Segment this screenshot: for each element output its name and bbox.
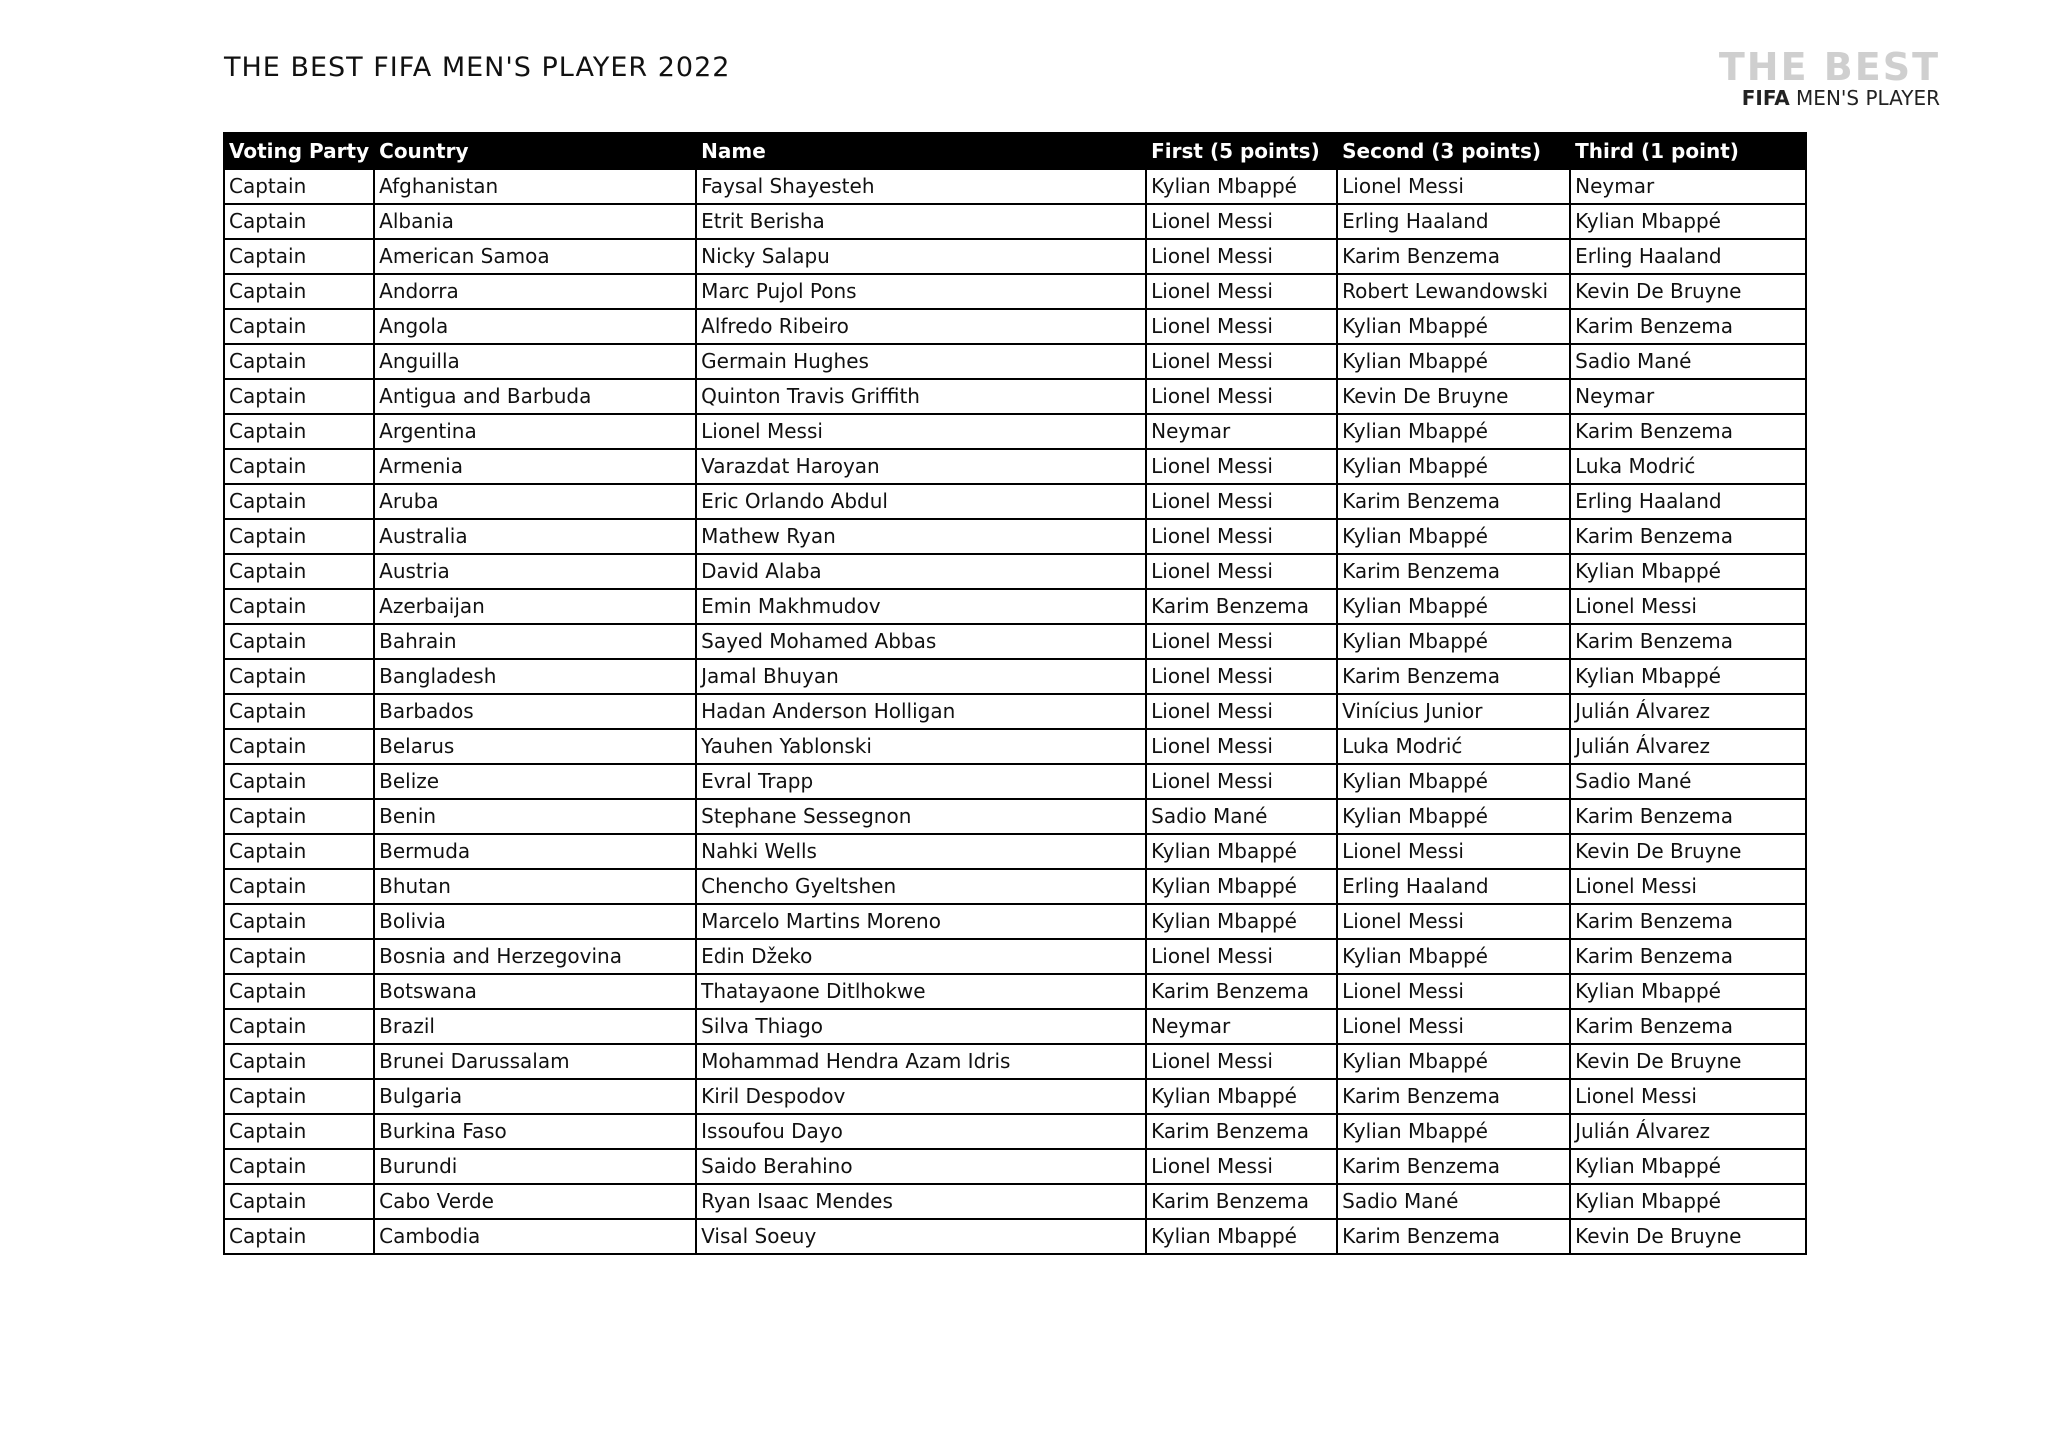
cell-third: Karim Benzema <box>1570 799 1806 834</box>
cell-country: American Samoa <box>374 239 696 274</box>
table-row <box>224 449 1806 484</box>
cell-name: Thatayaone Ditlhokwe <box>696 974 1146 1009</box>
cell-first: Lionel Messi <box>1146 379 1337 414</box>
cell-voting-party: Captain <box>224 309 374 344</box>
cell-first: Lionel Messi <box>1146 344 1337 379</box>
the-best-logo <box>1700 45 1940 112</box>
cell-country: Cambodia <box>374 1219 696 1254</box>
table-row <box>224 904 1806 939</box>
cell-country: Burundi <box>374 1149 696 1184</box>
cell-country: Antigua and Barbuda <box>374 379 696 414</box>
cell-first: Lionel Messi <box>1146 449 1337 484</box>
cell-first: Neymar <box>1146 1009 1337 1044</box>
cell-second: Lionel Messi <box>1337 974 1570 1009</box>
cell-country: Angola <box>374 309 696 344</box>
cell-name: Issoufou Dayo <box>696 1114 1146 1149</box>
cell-name: Mathew Ryan <box>696 519 1146 554</box>
cell-first: Kylian Mbappé <box>1146 1079 1337 1114</box>
cell-name: Hadan Anderson Holligan <box>696 694 1146 729</box>
cell-second: Lionel Messi <box>1337 834 1570 869</box>
cell-voting-party: Captain <box>224 204 374 239</box>
cell-second: Sadio Mané <box>1337 1184 1570 1219</box>
cell-third: Karim Benzema <box>1570 904 1806 939</box>
cell-third: Julián Álvarez <box>1570 694 1806 729</box>
cell-country: Albania <box>374 204 696 239</box>
cell-first: Sadio Mané <box>1146 799 1337 834</box>
table-row <box>224 414 1806 449</box>
table-row <box>224 1114 1806 1149</box>
cell-country: Cabo Verde <box>374 1184 696 1219</box>
cell-country: Belarus <box>374 729 696 764</box>
cell-voting-party: Captain <box>224 379 374 414</box>
cell-country: Brunei Darussalam <box>374 1044 696 1079</box>
cell-voting-party: Captain <box>224 589 374 624</box>
table-body <box>224 169 1806 1254</box>
cell-first: Lionel Messi <box>1146 764 1337 799</box>
table-row <box>224 554 1806 589</box>
cell-second: Kylian Mbappé <box>1337 1044 1570 1079</box>
cell-second: Kylian Mbappé <box>1337 939 1570 974</box>
cell-country: Argentina <box>374 414 696 449</box>
column-header-first: First (5 points) <box>1146 133 1337 169</box>
cell-name: Sayed Mohamed Abbas <box>696 624 1146 659</box>
cell-third: Karim Benzema <box>1570 414 1806 449</box>
cell-first: Lionel Messi <box>1146 694 1337 729</box>
cell-second: Lionel Messi <box>1337 1009 1570 1044</box>
cell-name: Yauhen Yablonski <box>696 729 1146 764</box>
table-row <box>224 1079 1806 1114</box>
cell-name: Emin Makhmudov <box>696 589 1146 624</box>
cell-third: Kylian Mbappé <box>1570 204 1806 239</box>
cell-first: Lionel Messi <box>1146 239 1337 274</box>
cell-voting-party: Captain <box>224 834 374 869</box>
cell-country: Bahrain <box>374 624 696 659</box>
cell-country: Andorra <box>374 274 696 309</box>
cell-name: Visal Soeuy <box>696 1219 1146 1254</box>
cell-third: Luka Modrić <box>1570 449 1806 484</box>
table-row <box>224 274 1806 309</box>
cell-second: Karim Benzema <box>1337 1149 1570 1184</box>
cell-third: Karim Benzema <box>1570 939 1806 974</box>
cell-second: Karim Benzema <box>1337 239 1570 274</box>
table-row <box>224 1149 1806 1184</box>
cell-third: Julián Álvarez <box>1570 1114 1806 1149</box>
cell-second: Lionel Messi <box>1337 904 1570 939</box>
table-row <box>224 764 1806 799</box>
cell-second: Kylian Mbappé <box>1337 624 1570 659</box>
cell-name: Eric Orlando Abdul <box>696 484 1146 519</box>
cell-third: Sadio Mané <box>1570 764 1806 799</box>
document-title: THE BEST FIFA MEN'S PLAYER 2022 <box>224 52 731 83</box>
cell-first: Kylian Mbappé <box>1146 904 1337 939</box>
cell-name: Evral Trapp <box>696 764 1146 799</box>
table-row <box>224 694 1806 729</box>
table-row <box>224 939 1806 974</box>
cell-voting-party: Captain <box>224 1009 374 1044</box>
cell-country: Afghanistan <box>374 169 696 204</box>
table-row <box>224 519 1806 554</box>
cell-country: Bangladesh <box>374 659 696 694</box>
cell-first: Neymar <box>1146 414 1337 449</box>
table-row <box>224 869 1806 904</box>
votes-table <box>223 132 1807 1255</box>
cell-country: Bhutan <box>374 869 696 904</box>
cell-country: Belize <box>374 764 696 799</box>
cell-name: Kiril Despodov <box>696 1079 1146 1114</box>
table-row <box>224 1009 1806 1044</box>
cell-second: Kylian Mbappé <box>1337 344 1570 379</box>
cell-first: Kylian Mbappé <box>1146 869 1337 904</box>
cell-third: Lionel Messi <box>1570 589 1806 624</box>
cell-first: Kylian Mbappé <box>1146 1219 1337 1254</box>
cell-voting-party: Captain <box>224 904 374 939</box>
cell-name: Silva Thiago <box>696 1009 1146 1044</box>
cell-second: Kylian Mbappé <box>1337 1114 1570 1149</box>
cell-first: Lionel Messi <box>1146 939 1337 974</box>
cell-second: Karim Benzema <box>1337 484 1570 519</box>
cell-country: Benin <box>374 799 696 834</box>
cell-voting-party: Captain <box>224 169 374 204</box>
cell-name: Marc Pujol Pons <box>696 274 1146 309</box>
cell-voting-party: Captain <box>224 659 374 694</box>
table-row <box>224 204 1806 239</box>
cell-third: Kylian Mbappé <box>1570 1149 1806 1184</box>
cell-voting-party: Captain <box>224 274 374 309</box>
column-header-voting-party: Voting Party <box>224 133 374 169</box>
cell-second: Kylian Mbappé <box>1337 309 1570 344</box>
cell-second: Kevin De Bruyne <box>1337 379 1570 414</box>
cell-name: Lionel Messi <box>696 414 1146 449</box>
cell-voting-party: Captain <box>224 1044 374 1079</box>
cell-country: Azerbaijan <box>374 589 696 624</box>
cell-second: Karim Benzema <box>1337 659 1570 694</box>
cell-country: Botswana <box>374 974 696 1009</box>
table-row <box>224 309 1806 344</box>
cell-country: Burkina Faso <box>374 1114 696 1149</box>
cell-voting-party: Captain <box>224 764 374 799</box>
cell-country: Aruba <box>374 484 696 519</box>
cell-first: Lionel Messi <box>1146 659 1337 694</box>
cell-third: Lionel Messi <box>1570 1079 1806 1114</box>
table-row <box>224 834 1806 869</box>
cell-third: Kevin De Bruyne <box>1570 274 1806 309</box>
column-header-country: Country <box>374 133 696 169</box>
column-header-third: Third (1 point) <box>1570 133 1806 169</box>
cell-country: Austria <box>374 554 696 589</box>
cell-third: Sadio Mané <box>1570 344 1806 379</box>
table-row <box>224 659 1806 694</box>
table-row <box>224 484 1806 519</box>
logo-wordmark: THE BEST <box>1718 45 1940 89</box>
cell-first: Karim Benzema <box>1146 974 1337 1009</box>
cell-third: Neymar <box>1570 169 1806 204</box>
cell-country: Australia <box>374 519 696 554</box>
cell-third: Kylian Mbappé <box>1570 974 1806 1009</box>
cell-third: Lionel Messi <box>1570 869 1806 904</box>
cell-country: Armenia <box>374 449 696 484</box>
cell-first: Lionel Messi <box>1146 309 1337 344</box>
cell-country: Barbados <box>374 694 696 729</box>
cell-voting-party: Captain <box>224 239 374 274</box>
cell-second: Luka Modrić <box>1337 729 1570 764</box>
cell-voting-party: Captain <box>224 799 374 834</box>
cell-voting-party: Captain <box>224 1149 374 1184</box>
cell-third: Kylian Mbappé <box>1570 554 1806 589</box>
table-row <box>224 589 1806 624</box>
cell-second: Kylian Mbappé <box>1337 414 1570 449</box>
cell-voting-party: Captain <box>224 974 374 1009</box>
cell-first: Karim Benzema <box>1146 589 1337 624</box>
cell-voting-party: Captain <box>224 939 374 974</box>
cell-voting-party: Captain <box>224 484 374 519</box>
cell-voting-party: Captain <box>224 519 374 554</box>
cell-name: Quinton Travis Griffith <box>696 379 1146 414</box>
table-row <box>224 379 1806 414</box>
cell-third: Kevin De Bruyne <box>1570 1044 1806 1079</box>
cell-third: Erling Haaland <box>1570 239 1806 274</box>
cell-first: Lionel Messi <box>1146 624 1337 659</box>
column-header-second: Second (3 points) <box>1337 133 1570 169</box>
table-row <box>224 1184 1806 1219</box>
table-row <box>224 729 1806 764</box>
cell-second: Vinícius Junior <box>1337 694 1570 729</box>
logo-subtitle <box>1742 86 1940 110</box>
cell-voting-party: Captain <box>224 1219 374 1254</box>
cell-name: Mohammad Hendra Azam Idris <box>696 1044 1146 1079</box>
cell-first: Lionel Messi <box>1146 204 1337 239</box>
cell-name: Saido Berahino <box>696 1149 1146 1184</box>
table-row <box>224 974 1806 1009</box>
cell-voting-party: Captain <box>224 729 374 764</box>
cell-first: Lionel Messi <box>1146 274 1337 309</box>
cell-country: Bolivia <box>374 904 696 939</box>
cell-third: Kevin De Bruyne <box>1570 1219 1806 1254</box>
cell-country: Anguilla <box>374 344 696 379</box>
cell-name: Germain Hughes <box>696 344 1146 379</box>
table-row <box>224 169 1806 204</box>
cell-first: Lionel Messi <box>1146 729 1337 764</box>
cell-first: Karim Benzema <box>1146 1114 1337 1149</box>
cell-country: Bosnia and Herzegovina <box>374 939 696 974</box>
column-header-name: Name <box>696 133 1146 169</box>
cell-third: Karim Benzema <box>1570 1009 1806 1044</box>
cell-name: Jamal Bhuyan <box>696 659 1146 694</box>
cell-third: Kylian Mbappé <box>1570 659 1806 694</box>
cell-voting-party: Captain <box>224 624 374 659</box>
cell-first: Kylian Mbappé <box>1146 834 1337 869</box>
table-row <box>224 239 1806 274</box>
cell-second: Kylian Mbappé <box>1337 799 1570 834</box>
cell-second: Karim Benzema <box>1337 554 1570 589</box>
cell-name: Alfredo Ribeiro <box>696 309 1146 344</box>
logo-subtitle-rest: MEN'S PLAYER <box>1796 86 1940 110</box>
cell-name: Chencho Gyeltshen <box>696 869 1146 904</box>
cell-second: Karim Benzema <box>1337 1219 1570 1254</box>
cell-second: Kylian Mbappé <box>1337 589 1570 624</box>
cell-third: Kevin De Bruyne <box>1570 834 1806 869</box>
cell-name: Nahki Wells <box>696 834 1146 869</box>
cell-first: Lionel Messi <box>1146 484 1337 519</box>
cell-country: Bermuda <box>374 834 696 869</box>
cell-name: Edin Džeko <box>696 939 1146 974</box>
cell-name: Marcelo Martins Moreno <box>696 904 1146 939</box>
cell-voting-party: Captain <box>224 1184 374 1219</box>
cell-voting-party: Captain <box>224 554 374 589</box>
cell-name: Ryan Isaac Mendes <box>696 1184 1146 1219</box>
cell-third: Julián Álvarez <box>1570 729 1806 764</box>
cell-name: Faysal Shayesteh <box>696 169 1146 204</box>
cell-name: Etrit Berisha <box>696 204 1146 239</box>
cell-third: Erling Haaland <box>1570 484 1806 519</box>
cell-second: Kylian Mbappé <box>1337 449 1570 484</box>
table-row <box>224 1219 1806 1254</box>
cell-country: Bulgaria <box>374 1079 696 1114</box>
logo-subtitle-fifa: FIFA <box>1741 86 1790 110</box>
cell-second: Robert Lewandowski <box>1337 274 1570 309</box>
table-row <box>224 1044 1806 1079</box>
cell-first: Karim Benzema <box>1146 1184 1337 1219</box>
cell-first: Lionel Messi <box>1146 519 1337 554</box>
cell-voting-party: Captain <box>224 1114 374 1149</box>
cell-name: Nicky Salapu <box>696 239 1146 274</box>
cell-voting-party: Captain <box>224 414 374 449</box>
cell-country: Brazil <box>374 1009 696 1044</box>
cell-third: Neymar <box>1570 379 1806 414</box>
cell-voting-party: Captain <box>224 449 374 484</box>
cell-voting-party: Captain <box>224 1079 374 1114</box>
cell-third: Kylian Mbappé <box>1570 1184 1806 1219</box>
table-row <box>224 344 1806 379</box>
cell-third: Karim Benzema <box>1570 309 1806 344</box>
cell-voting-party: Captain <box>224 694 374 729</box>
cell-name: Stephane Sessegnon <box>696 799 1146 834</box>
cell-first: Lionel Messi <box>1146 1149 1337 1184</box>
cell-first: Lionel Messi <box>1146 1044 1337 1079</box>
cell-voting-party: Captain <box>224 344 374 379</box>
cell-third: Karim Benzema <box>1570 624 1806 659</box>
table-row <box>224 799 1806 834</box>
cell-second: Kylian Mbappé <box>1337 764 1570 799</box>
table-header-row <box>224 133 1806 169</box>
cell-second: Kylian Mbappé <box>1337 519 1570 554</box>
cell-first: Kylian Mbappé <box>1146 169 1337 204</box>
cell-first: Lionel Messi <box>1146 554 1337 589</box>
cell-name: Varazdat Haroyan <box>696 449 1146 484</box>
cell-second: Erling Haaland <box>1337 869 1570 904</box>
cell-name: David Alaba <box>696 554 1146 589</box>
table-row <box>224 624 1806 659</box>
cell-third: Karim Benzema <box>1570 519 1806 554</box>
cell-voting-party: Captain <box>224 869 374 904</box>
cell-second: Erling Haaland <box>1337 204 1570 239</box>
cell-second: Lionel Messi <box>1337 169 1570 204</box>
cell-second: Karim Benzema <box>1337 1079 1570 1114</box>
